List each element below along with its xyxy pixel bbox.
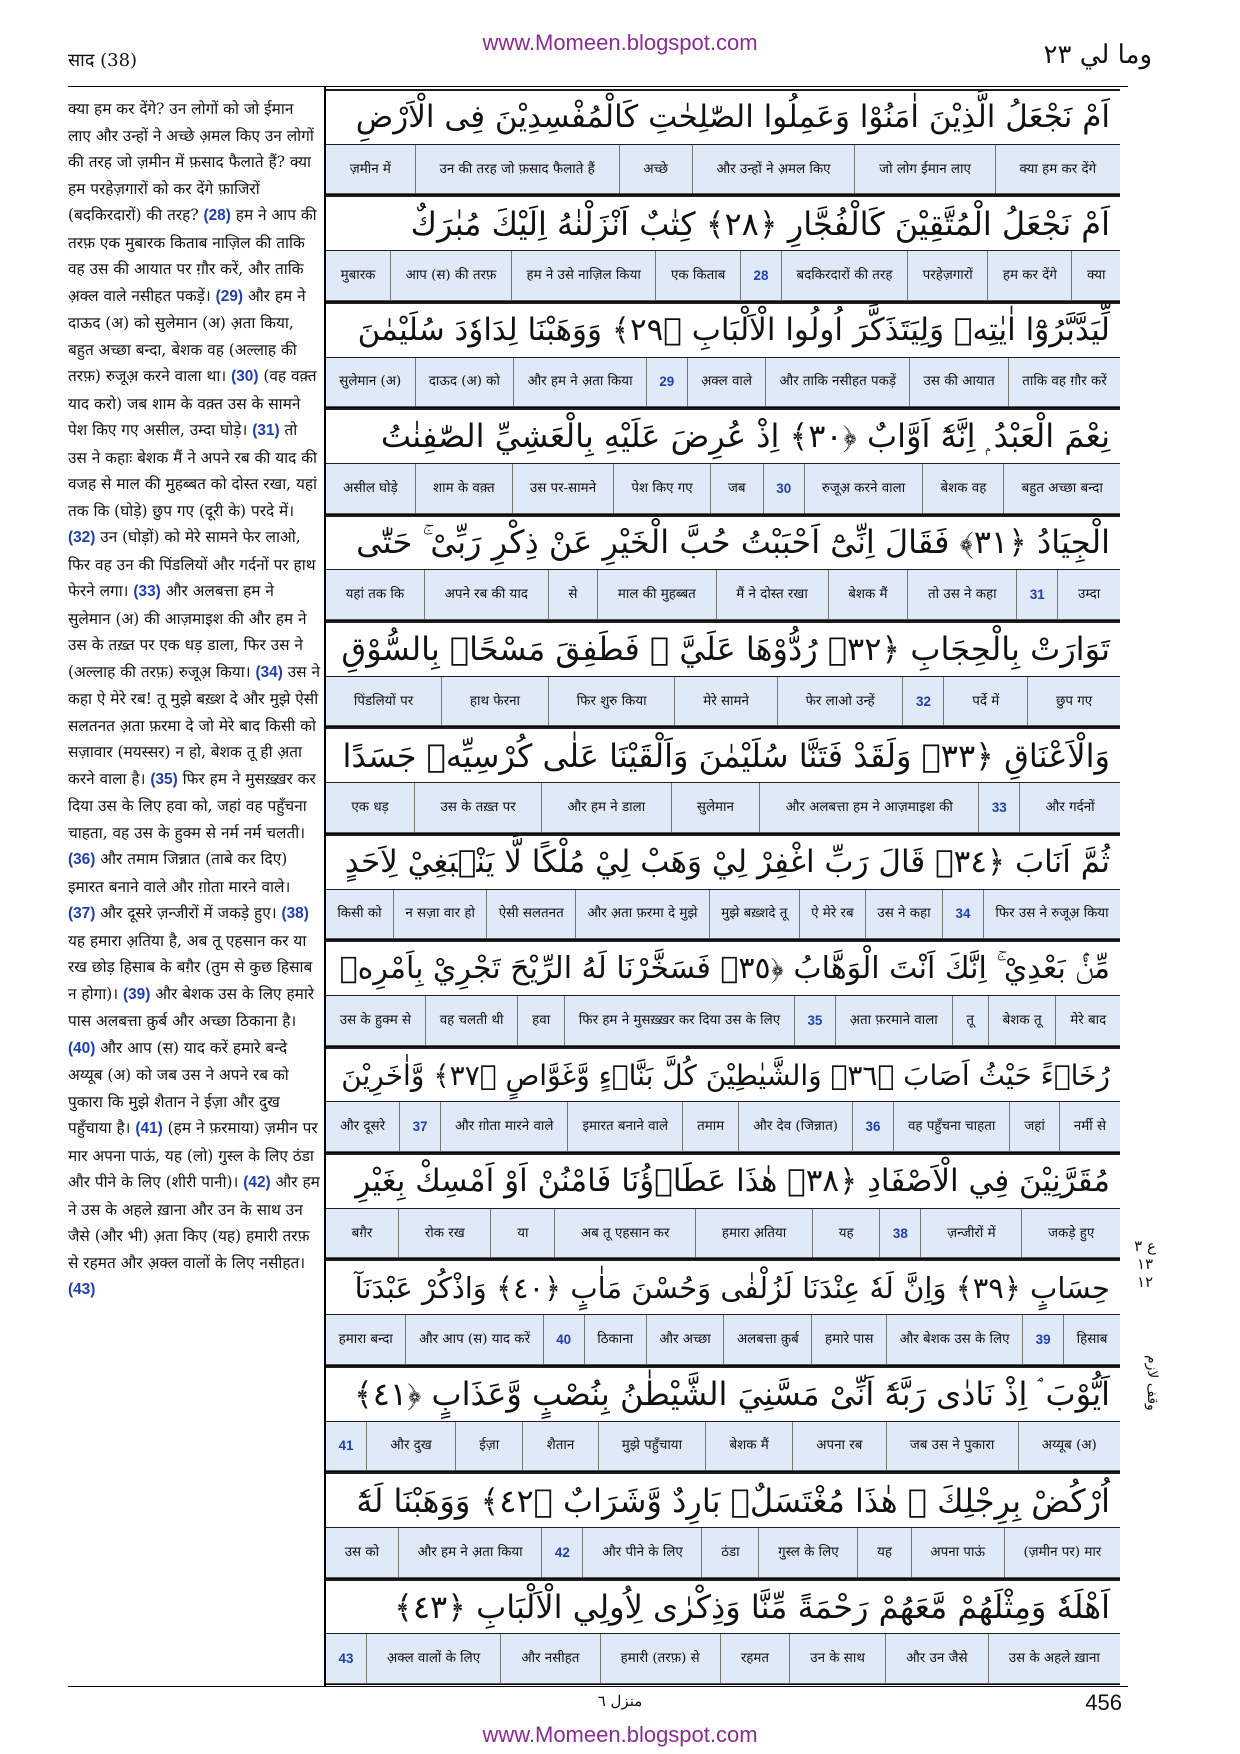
footer-url: www.Momeen.blogspot.com: [482, 1722, 758, 1747]
translation-text: और दूसरे ज़न्जीरों में जकड़े हुए।: [100, 904, 277, 922]
word-cell: तो उस ने कहा: [907, 570, 1016, 619]
word-cell: पर्दे में: [943, 677, 1027, 726]
manzil-label: منزل ٦: [597, 1692, 643, 1710]
word-translation-row: [326, 1315, 1120, 1365]
word-cell: अपना पाऊं: [911, 1528, 1004, 1577]
word-cell: अ़क्ल वाले: [687, 358, 765, 407]
arabic-line: تَوَارَتْ بِالْحِجَابِ ﴿٣٢﴾ رُدُّوْهَا عَلَيَّ ۭ فَطَفِقَ مَسْحًاۢ بِالسُّوْقِ: [326, 621, 1120, 677]
verse-blocks: [326, 89, 1120, 1685]
word-cell: अब तू एहसान कर: [554, 1209, 695, 1258]
word-cell: मुबारक: [340, 267, 376, 283]
arabic-line: نِعْمَ الْعَبْدُ ۭ اِنَّهٗٓ اَوَّابٌ ﴿٣٠﴾ اِذْ عُرِضَ عَلَيْهِ بِالْعَشِيِّ الصّٰفِنٰتُ: [326, 408, 1120, 464]
arabic-line: لِّيَدَّبَّرُوْٓا اٰيٰتِهٖ وَلِيَتَذَكَّرَ اُولُوا الْاَلْبَابِ ﴿٢٩﴾ وَوَهَبْنَا لِدَاوٗدَ سُلَيْمٰنَ: [326, 302, 1120, 358]
word-cell: और उन्हों ने अ़मल किए: [692, 145, 855, 194]
word-cell: मेरे सामने: [674, 677, 776, 726]
word-cell: मेरे बाद: [1055, 996, 1120, 1045]
word-cell: एक किताब: [655, 251, 740, 300]
word-cell: यह: [857, 1528, 910, 1577]
word-cell: अपना रब: [792, 1422, 886, 1471]
word-cell: रुजूअ़ करने वाला: [804, 464, 923, 513]
word-cell: उस को: [344, 1544, 380, 1560]
word-cell: तू: [952, 996, 988, 1045]
ayah-number-cell: 32: [902, 677, 943, 726]
word-cell: रहमत: [720, 1634, 789, 1683]
arabic-line: الْجِيَادُ ﴿٣١﴾ فَقَالَ اِنِّىْٓ اَحْبَبْتُ حُبَّ الْخَيْرِ عَنْ ذِكْرِ رَبِّىْ ۚ حَتّٰى: [326, 515, 1120, 571]
ayah-number: (31): [252, 422, 280, 439]
word-cell: रोक रख: [398, 1209, 490, 1258]
word-translation-row: [326, 251, 1120, 301]
word-cell: क्या हम कर देंगे: [995, 145, 1120, 194]
word-cell: और दुख: [366, 1422, 455, 1471]
word-cell: और देव (जिन्नात): [738, 1102, 852, 1151]
word-cell: हमारा बन्दा: [338, 1332, 393, 1348]
word-cell: बग़ैर: [351, 1225, 373, 1241]
word-cell: सुलेमान: [671, 783, 760, 832]
word-cell: अ़क्ल वालों के लिए: [366, 1634, 500, 1683]
word-cell: वह चलती थी: [425, 996, 517, 1045]
word-cell: से: [548, 570, 598, 619]
translation-text: क्या हम कर देंगे? उन लोगों को जो ईमान लाए और उन्हों ने अच्छे अ़मल किए उन लोगों की तरह जो ज़मीन में फ़साद फैलाते हैं? क्या हम परहेज़गारों को कर देंगे फ़ाजिरों (बदकिरदारों) की तरह?: [68, 100, 314, 224]
word-cell: उम्दा: [1057, 570, 1120, 619]
word-cell: पेश किए गए: [613, 464, 710, 513]
word-cell: परहेज़गारों: [907, 251, 987, 300]
verse-block: [326, 621, 1120, 727]
ayah-number: (38): [281, 905, 309, 922]
word-cell: मुझे पहुँचाया: [598, 1422, 706, 1471]
word-translation-row: [326, 570, 1120, 620]
verse-block: [326, 727, 1120, 833]
arabic-line: مُقَرَّنِيْنَ فِي الْاَصْفَادِ ﴿٣٨﴾ هٰذَا عَطَاۗؤُنَا فَامْنُنْ اَوْ اَمْسِكْ بِغَيْرِ: [326, 1153, 1120, 1209]
ayah-number: (32): [68, 529, 96, 546]
word-cell: ईज़ा: [455, 1422, 522, 1471]
word-cell: बेशक तू: [988, 996, 1056, 1045]
ayah-number-cell: 30: [763, 464, 804, 513]
arabic-line: اَيُّوْبَ ۘ اِذْ نَادٰى رَبَّهٗٓ اَنِّىْ مَسَّنِيَ الشَّيْطٰنُ بِنُصْبٍ وَّعَذَابٍ ﴿٤١﴾: [326, 1366, 1120, 1422]
word-cell: हिसाब: [1063, 1315, 1120, 1364]
word-cell: गुस्ल के लिए: [758, 1528, 857, 1577]
word-cell: माल की मुहब्बत: [597, 570, 715, 619]
ayah-number: (40): [68, 1039, 96, 1057]
waqf-marker: وقف لازم: [1144, 1355, 1160, 1411]
word-cell: ज़मीन में: [349, 161, 391, 177]
word-cell: मुझे बख़्शदे तू: [709, 890, 799, 939]
word-cell: उस के अहले ख़ाना: [988, 1634, 1120, 1683]
word-cell: ऐ मेरे रब: [799, 890, 865, 939]
word-cell: ताकि वह ग़ौर करें: [1008, 358, 1120, 407]
ayah-number: (30): [231, 368, 259, 385]
word-cell: अय्यूब (अ): [1018, 1422, 1120, 1471]
verse-block: [326, 89, 1120, 195]
ayah-number: (34): [255, 663, 283, 681]
translation-text: (हम ने फ़रमाया) ज़मीन पर मार अपना पाऊं, यह (लो) गुस्ल के लिए ठंडा और पीने के लिए (शीरी पानी)।: [68, 1119, 318, 1191]
word-translation-row: [326, 464, 1120, 514]
verse-block: [326, 1472, 1120, 1578]
word-translation-row: [326, 783, 1120, 833]
word-cell: हमारी (तरफ़) से: [600, 1634, 720, 1683]
word-cell: हवा: [517, 996, 564, 1045]
word-cell: फेर लाओ उन्हें: [777, 677, 903, 726]
word-cell: अपने रब की याद: [424, 570, 548, 619]
word-cell: जब उस ने पुकारा: [886, 1422, 1018, 1471]
verse-block: [326, 940, 1120, 1046]
ayah-number: (41): [135, 1120, 163, 1137]
word-cell: अ़ता फ़रमाने वाला: [835, 996, 952, 1045]
word-cell: मैं ने दोस्त रखा: [716, 570, 828, 619]
verse-block: [326, 1153, 1120, 1259]
ayah-number-cell: 29: [646, 358, 687, 407]
word-cell: दाऊद (अ) को: [415, 358, 514, 407]
word-cell: और हम ने डाला: [541, 783, 670, 832]
ayah-number-cell: 33: [978, 783, 1019, 832]
ayah-number-cell: 40: [543, 1315, 584, 1364]
word-cell: उस के हुक्म से: [339, 1012, 412, 1028]
translation-text: तो उस ने कहाः बेशक मैं ने अपने रब की याद की वजह से माल की मुहब्बत को दोस्त रखा, यहां तक कि (घोड़े) छुप गए (दूरी के) परदे में।: [68, 421, 318, 520]
translation-text: उन (घोड़ों) को मेरे सामने फेर लाओ, फिर वह उन की पिंडलियों और गर्दनों पर हाथ फेरने लगा।: [68, 528, 316, 600]
word-translation-row: [326, 1209, 1120, 1259]
header-url: www.Momeen.blogspot.com: [482, 30, 758, 55]
arabic-line: اَمْ نَجْعَلُ الْمُتَّقِيْنَ كَالْفُجَّارِ ﴿٢٨﴾ كِتٰبٌ اَنْزَلْنٰهُ اِلَيْكَ مُبٰرَكٌ: [326, 195, 1120, 251]
surah-title: साद (38): [68, 50, 138, 71]
word-cell: हमारा अ़तिया: [695, 1209, 812, 1258]
word-cell: और अलबत्ता हम ने आज़माइश की: [759, 783, 978, 832]
word-cell: हम कर देंगे: [987, 251, 1071, 300]
arabic-line: اَمْ نَجْعَلُ الَّذِيْنَ اٰمَنُوْا وَعَمِلُوا الصّٰلِحٰتِ كَالْمُفْسِدِيْنَ فِى الْاَرْضِ: [326, 89, 1120, 145]
word-cell: असील घोड़े: [343, 480, 398, 496]
arabic-line: وَالْاَعْنَاقِ ﴿٣٣﴾ وَلَقَدْ فَتَنَّا سُلَيْمٰنَ وَاَلْقَيْنَا عَلٰى كُرْسِيِّهٖ جَسَدًا: [326, 727, 1120, 783]
word-cell: न सज़ा वार हो: [393, 890, 486, 939]
word-cell: और हम ने अ़ता किया: [398, 1528, 542, 1577]
arabic-line: ثُمَّ اَنَابَ ﴿٣٤﴾ قَالَ رَبِّ اغْفِرْ لِيْ وَهَبْ لِيْ مُلْكًا لَّا يَنْۢبَغِيْ لِاَحَدٍ: [326, 834, 1120, 890]
word-cell: बेशक वह: [922, 464, 1003, 513]
word-cell: और अ़ता फ़रमा दे मुझे: [575, 890, 709, 939]
word-cell: उस के तख़्त पर: [414, 783, 541, 832]
word-cell: हाथ फेरना: [441, 677, 548, 726]
translation-text: हम ने आप की तरफ़ एक मुबारक किताब नाज़िल की ताकि वह उस की आयात पर ग़ौर करें, और ताकि अ़क्ल वाले नसीहत पकड़ें।: [68, 206, 317, 305]
verse-block: [326, 195, 1120, 301]
ayah-number-cell: 34: [942, 890, 983, 939]
word-cell: हमारे पास: [811, 1315, 886, 1364]
word-cell: बेशक मैं: [705, 1422, 792, 1471]
word-cell: अलबत्ता क़ुर्ब: [723, 1315, 811, 1364]
translation-text: (वह वक़्त याद करो) जब शाम के वक़्त उस के सामने पेश किए गए असील, उम्दा घोड़े।: [68, 367, 317, 439]
verse-block: [326, 834, 1120, 940]
ayah-number: (33): [133, 583, 161, 600]
word-cell: बहुत अच्छा बन्दा: [1003, 464, 1120, 513]
word-cell: सुलेमान (अ): [339, 374, 402, 390]
word-cell: ज़न्जीरों में: [920, 1209, 1021, 1258]
ayah-number-cell: 39: [1022, 1315, 1063, 1364]
word-cell: जो लोग ईमान लाए: [854, 145, 994, 194]
word-cell: और आप (स) याद करें: [405, 1315, 542, 1364]
word-translation-row: [326, 890, 1120, 940]
word-cell: और अच्छा: [646, 1315, 724, 1364]
word-cell: उन के साथ: [789, 1634, 885, 1683]
arabic-line: رُخَاۗءً حَيْثُ اَصَابَ ﴿٣٦﴾ وَالشَّيٰطِيْنَ كُلَّ بَنَّاۗءٍ وَّغَوَّاصٍ ﴿٣٧﴾ وَّاٰخَرِيْنَ: [326, 1047, 1120, 1103]
word-cell: किसी को: [337, 906, 382, 922]
word-cell: जब: [710, 464, 763, 513]
translation-text: और हम ने उस के अहले ख़ाना और उन के साथ उन जैसे (और भी) अ़ता किए (यह) हमारी तरफ़ से रहमत और अ़क्ल वालों के लिए नसीहत।: [68, 1173, 320, 1272]
word-cell: और ताकि नसीहत पकड़ें: [765, 358, 909, 407]
word-cell: और दूसरे: [339, 1119, 386, 1135]
word-cell: वह पहुँचना चाहता: [893, 1102, 1009, 1151]
verse-block: [326, 1366, 1120, 1472]
word-cell: उस ने कहा: [865, 890, 942, 939]
word-cell: आप (स) की तरफ़: [390, 251, 511, 300]
translation-text: उस ने कहा ऐ मेरे रब! तू मुझे बख़्श दे और मुझे ऐसी सलतनत अ़ता फ़रमा दे जो मेरे बाद किसी को सज़ावार (मयस्सर) न हो, बेशक तू ही अ़ता करने वाला है।: [68, 662, 321, 788]
verse-block: [326, 515, 1120, 621]
arabic-line: اُرْكُضْ بِرِجْلِكَ ۚ هٰذَا مُغْتَسَلٌۢ بَارِدٌ وَّشَرَابٌ ﴿٤٢﴾ وَوَهَبْنَا لَهٗٓ: [326, 1472, 1120, 1528]
translation-text: और तमाम जिन्नात (ताबे कर दिए) इमारत बनाने वाले और ग़ोता मारने वाले।: [68, 850, 291, 896]
verse-block: [326, 1047, 1120, 1153]
ayah-number-cell: 28: [740, 251, 781, 300]
ayah-number-cell: 42: [541, 1528, 582, 1577]
word-cell: शाम के वक़्त: [415, 464, 512, 513]
ayah-number-cell: 36: [852, 1102, 893, 1151]
word-translation-row: [326, 1422, 1120, 1472]
translation-text: और अलबत्ता हम ने सुलेमान (अ) की आज़माइश की और हम ने उस के तख़्त पर एक धड़ डाला, फिर उस ने (अल्लाह की तरफ़) रुजूअ़ किया।: [68, 582, 307, 681]
word-translation-row: [326, 996, 1120, 1046]
verse-block: [326, 408, 1120, 514]
top-rule: [68, 86, 1128, 87]
word-translation-row: [326, 1634, 1120, 1684]
arabic-line: حِسَابٍ ﴿٣٩﴾ وَاِنَّ لَهٗ عِنْدَنَا لَزُلْفٰى وَحُسْنَ مَاٰبٍ ﴿٤٠﴾ وَاذْكُرْ عَبْدَنَآ: [326, 1259, 1120, 1315]
arabic-line: مِّنْۢ بَعْدِيْ ۚ اِنَّكَ اَنْتَ الْوَهَّابُ ﴿٣٥﴾ فَسَخَّرْنَا لَهُ الرِّيْحَ تَجْرِيْ بِاَمْرِهٖ: [326, 940, 1120, 996]
word-cell: और नसीहत: [500, 1634, 599, 1683]
word-cell: (ज़मीन पर) मार: [1004, 1528, 1120, 1577]
word-translation-row: [326, 1102, 1120, 1152]
word-cell: उस की आयात: [909, 358, 1008, 407]
translation-text: फिर हम ने मुसख़्ख़र कर दिया उस के लिए हवा को, जहां वह पहुँचना चाहता, वह उस के हुक्म से नर्म नर्म चलती।: [68, 769, 316, 842]
ayah-number: (39): [123, 985, 151, 1003]
word-cell: फिर शुरु किया: [548, 677, 675, 726]
ayah-number-cell: 41: [338, 1438, 354, 1454]
word-cell: और हम ने अ़ता किया: [513, 358, 646, 407]
ayah-number-cell: 43: [338, 1651, 354, 1667]
word-cell: उन की तरह जो फ़साद फैलाते हैं: [415, 145, 619, 194]
word-cell: फिर हम ने मुसख़्ख़र कर दिया उस के लिए: [564, 996, 794, 1045]
word-cell: जहां: [1009, 1102, 1058, 1151]
word-cell: ऐसी सलतनत: [486, 890, 575, 939]
word-cell: जकड़े हुए: [1021, 1209, 1120, 1258]
word-cell: पिंडलियों पर: [353, 693, 414, 709]
word-cell: बदकिरदारों की तरह: [781, 251, 907, 300]
ayah-number: (29): [215, 287, 244, 305]
word-cell: यह: [812, 1209, 879, 1258]
bottom-rule: [68, 1686, 1128, 1687]
word-cell: ठंडा: [701, 1528, 758, 1577]
word-translation-row: [326, 1528, 1120, 1578]
word-cell: उस पर-सामने: [512, 464, 613, 513]
word-cell: और गर्दनों: [1019, 783, 1120, 832]
ayah-number-cell: 38: [879, 1209, 920, 1258]
ayah-number: (37): [68, 905, 96, 922]
word-cell: नर्मी से: [1059, 1102, 1120, 1151]
word-translation-row: [326, 358, 1120, 408]
word-cell: और उन जैसे: [885, 1634, 988, 1683]
ayah-number-cell: 31: [1016, 570, 1057, 619]
word-cell: अच्छे: [619, 145, 692, 194]
page-number: 456: [1085, 1690, 1122, 1715]
word-cell: ठिकाना: [584, 1315, 646, 1364]
ayah-number-cell: 37: [399, 1102, 440, 1151]
ayah-number: (28): [203, 207, 231, 224]
word-cell: और ग़ोता मारने वाले: [440, 1102, 567, 1151]
word-cell: एक धड़: [351, 799, 389, 815]
ruku-marker: ع ۳ ١٣ ١٢: [1134, 1237, 1156, 1291]
ayah-number: (36): [68, 851, 96, 868]
word-translation-row: [326, 677, 1120, 727]
translation-text: यह हमारा अ़तिया है, अब तू एहसान कर या रख छोड़ हिसाब के बग़ैर (तुम से कुछ हिसाब न होगा)।: [68, 931, 313, 1003]
verse-block: [326, 1259, 1120, 1365]
ayah-number: (43): [68, 1281, 96, 1298]
translation-column: [68, 96, 320, 1681]
ayah-number: (42): [243, 1174, 271, 1191]
word-cell: तमाम: [682, 1102, 738, 1151]
word-cell: छुप गए: [1027, 677, 1120, 726]
word-cell: यहां तक कि: [345, 587, 405, 603]
translation-text: और बेशक उस के लिए हमारे पास अलबत्ता क़ुर्ब और अच्छा ठिकाना है।: [68, 984, 315, 1030]
word-cell: शैतान: [522, 1422, 597, 1471]
word-cell: क्या: [1071, 251, 1120, 300]
word-cell: बेशक मैं: [828, 570, 908, 619]
arabic-line: اَهْلَهٗ وَمِثْلَهُمْ مَّعَهُمْ رَحْمَةً مِّنَّا وَذِكْرٰى لِاُولِي الْاَلْبَابِ ﴿٤٣﴾: [326, 1579, 1120, 1635]
verse-block: [326, 302, 1120, 408]
ayah-number-cell: 35: [794, 996, 835, 1045]
word-cell: हम ने उसे नाज़िल किया: [511, 251, 655, 300]
translation-text: और हम ने दाऊद (अ) को सुलेमान (अ) अ़ता किया, बहुत अच्छा बन्दा, बेशक वह (अल्लाह की तरफ़) रुजूअ़ करने वाला था।: [68, 286, 306, 385]
word-cell: और बेशक उस के लिए: [886, 1315, 1022, 1364]
word-cell: और पीने के लिए: [582, 1528, 701, 1577]
word-cell: फिर उस ने रुजूअ़ किया: [983, 890, 1120, 939]
word-translation-row: [326, 145, 1120, 195]
translation-text: और आप (स) याद करें हमारे बन्दे अय्यूब (अ) को जब उस ने अपने रब को पुकारा कि मुझे शैतान ने ईज़ा और दुख पहुँचाया है।: [68, 1038, 289, 1137]
word-cell: इमारत बनाने वाले: [567, 1102, 682, 1151]
verse-block: [326, 1579, 1120, 1685]
ayah-number: (35): [150, 770, 178, 788]
para-title: وما لي ٢٣: [1043, 40, 1152, 70]
word-cell: या: [490, 1209, 554, 1258]
